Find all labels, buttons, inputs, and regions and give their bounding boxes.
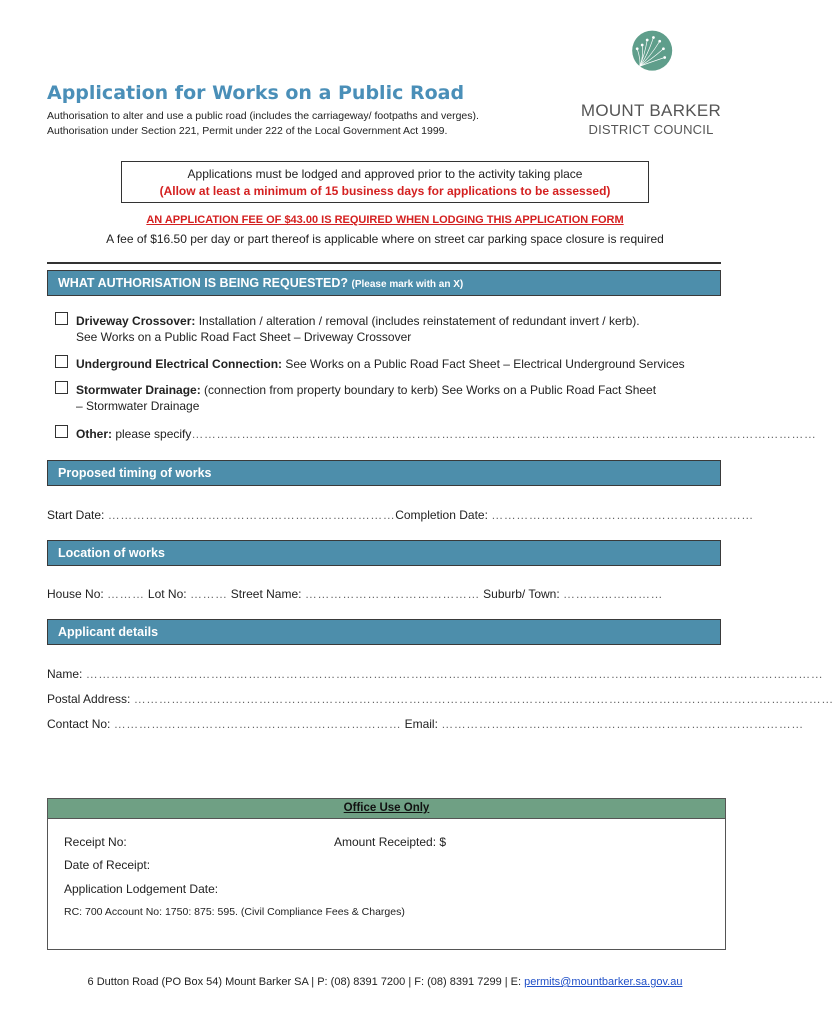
postal-address-label: Postal Address: <box>47 692 131 706</box>
completion-date-field[interactable]: ……………………………………………………… <box>491 508 754 522</box>
option-label: Underground Electrical Connection: <box>76 357 283 371</box>
postal-address-field[interactable]: …………………………………………………………………………………………………………………………………………………… <box>133 692 834 706</box>
suburb-town-field[interactable]: …………………… <box>563 587 664 601</box>
location-heading: Location of works <box>58 546 165 560</box>
timing-fields <box>47 508 754 522</box>
contact-row <box>47 717 804 731</box>
street-name-label: Street Name: <box>230 587 302 601</box>
lodgement-notice-box <box>121 161 649 203</box>
page-subtitle <box>47 109 479 139</box>
email-field[interactable]: …………………………………………………………………………… <box>441 717 804 731</box>
option-text: See Works on a Public Road Fact Sheet – Electrical Underground Services <box>282 357 685 371</box>
option-text: please specify <box>112 427 192 441</box>
office-use-box <box>47 798 726 950</box>
name-row <box>47 667 824 681</box>
lodgement-date-label: Application Lodgement Date: <box>64 882 219 896</box>
authorisation-heading-note: (Please mark with an X) <box>351 279 464 290</box>
option-label: Driveway Crossover: <box>76 314 196 328</box>
subtitle-line-2: Authorisation under Section 221, Permit under 222 of the Local Government Act 1999. <box>47 125 448 137</box>
logo-text-line-2: DISTRICT COUNCIL <box>588 122 714 137</box>
office-use-heading: Office Use Only <box>47 798 726 819</box>
underground-electrical-checkbox[interactable] <box>55 355 68 368</box>
location-section-header <box>47 540 721 566</box>
completion-date-label: Completion Date: <box>395 508 488 522</box>
option-label: Stormwater Drainage: <box>76 383 201 397</box>
name-field[interactable]: …………………………………………………………………………………………………………………………………………………………… <box>85 667 824 681</box>
start-date-field[interactable]: …………………………………………………………… <box>107 508 396 522</box>
page-title: Application for Works on a Public Road <box>47 82 465 104</box>
option-text-line-2: – Stormwater Drainage <box>76 399 200 413</box>
amount-receipted-label: Amount Receipted: $ <box>334 835 447 849</box>
underground-electrical-option <box>76 356 736 372</box>
lot-no-field[interactable]: ……… <box>189 587 228 601</box>
name-label: Name: <box>47 667 83 681</box>
email-label: Email: <box>404 717 438 731</box>
postal-address-row <box>47 692 834 706</box>
account-code-text: RC: 700 Account No: 1750: 875: 595. (Civil Compliance Fees & Charges) <box>64 906 405 918</box>
option-label: Other: <box>76 427 112 441</box>
start-date-label: Start Date: <box>47 508 105 522</box>
authorisation-heading: WHAT AUTHORISATION IS BEING REQUESTED? <box>58 276 349 290</box>
stormwater-drainage-checkbox[interactable] <box>55 381 68 394</box>
option-text: Installation / alteration / removal (includes reinstatement of redundant invert / kerb). <box>195 314 640 328</box>
contact-no-label: Contact No: <box>47 717 111 731</box>
option-text-line-2: See Works on a Public Road Fact Sheet – Driveway Crossover <box>76 330 412 344</box>
street-name-field[interactable]: …………………………………… <box>304 587 480 601</box>
house-no-field[interactable]: ……… <box>107 587 145 601</box>
other-checkbox[interactable] <box>55 425 68 438</box>
suburb-town-label: Suburb/ Town: <box>483 587 560 601</box>
footer-email-link[interactable]: permits@mountbarker.sa.gov.au <box>524 976 683 988</box>
parking-fee-notice: A fee of $16.50 per day or part thereof is applicable where on street car parking space closure is required <box>106 232 664 246</box>
dandelion-seed-logo-icon <box>570 30 735 100</box>
section-divider <box>47 262 721 264</box>
contact-no-field[interactable]: …………………………………………………………… <box>113 717 402 731</box>
authorisation-section-header <box>47 270 721 296</box>
other-option <box>76 426 817 442</box>
logo-text-line-1: MOUNT BARKER <box>580 101 722 120</box>
footer-contact <box>0 976 770 988</box>
date-of-receipt-label: Date of Receipt: <box>64 858 151 872</box>
notice-line-2: (Allow at least a minimum of 15 business days for applications to be assessed) <box>159 184 611 198</box>
stormwater-drainage-option <box>76 382 736 414</box>
application-fee-notice: AN APPLICATION FEE OF $43.00 IS REQUIRED WHEN LODGING THIS APPLICATION FORM <box>146 214 624 226</box>
applicant-heading: Applicant details <box>58 625 159 639</box>
subtitle-line-1: Authorisation to alter and use a public road (includes the carriageway/ footpaths and verges). <box>47 110 479 122</box>
receipt-no-label: Receipt No: <box>64 835 127 849</box>
other-specify-field[interactable]: …………………………………………………………………………………………………………………………………… <box>191 427 817 441</box>
driveway-crossover-option <box>76 313 726 345</box>
location-fields <box>47 587 717 601</box>
house-no-label: House No: <box>47 587 104 601</box>
lot-no-label: Lot No: <box>147 587 187 601</box>
notice-line-1: Applications must be lodged and approved prior to the activity taking place <box>187 167 583 181</box>
option-text: (connection from property boundary to kerb) See Works on a Public Road Fact Sheet <box>200 383 657 397</box>
timing-heading: Proposed timing of works <box>58 466 212 480</box>
driveway-crossover-checkbox[interactable] <box>55 312 68 325</box>
footer-address: 6 Dutton Road (PO Box 54) Mount Barker SA | P: (08) 8391 7200 | F: (08) 8391 7299 | E: <box>87 976 525 988</box>
applicant-section-header <box>47 619 721 645</box>
timing-section-header <box>47 460 721 486</box>
